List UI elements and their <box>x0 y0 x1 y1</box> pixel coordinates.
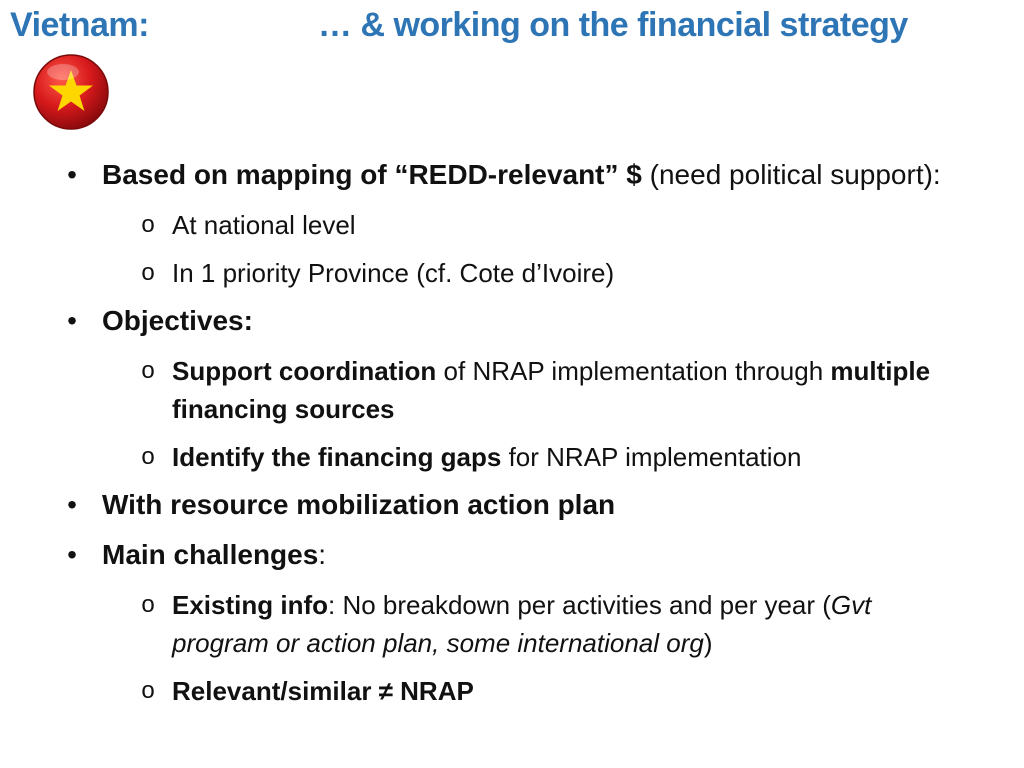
bullet-marker: • <box>67 539 77 570</box>
sub-bullet-marker: o <box>141 211 155 238</box>
slide-title-left: Vietnam: <box>10 6 149 44</box>
bullet-challenges-rest: : <box>318 539 327 570</box>
sub-bullet-marker: o <box>141 259 155 286</box>
bullet-challenges <box>62 536 962 574</box>
sub-bullet-gaps <box>62 438 962 476</box>
bullet-mapping-rest: (need political support): <box>641 159 941 190</box>
vietnam-flag-icon <box>31 52 111 132</box>
bullet-marker: • <box>67 489 77 520</box>
slide-title-right: … & working on the financial strategy <box>318 6 908 44</box>
sub-bullet-coordination-bold2: multiple financing sources <box>172 356 931 424</box>
bullet-marker: • <box>67 159 77 190</box>
sub-bullet-marker: o <box>141 443 155 470</box>
bullet-objectives <box>62 302 962 340</box>
sub-bullet-coordination <box>62 352 962 428</box>
bullet-mapping-bold: Based on mapping of “REDD-relevant” $ <box>102 159 642 190</box>
bullet-challenges-bold: Main challenges <box>102 539 319 570</box>
bullet-objectives-text: Objectives: <box>102 305 253 336</box>
sub-bullet-province-text: In 1 priority Province (cf. Cote d’Ivoire) <box>172 258 615 288</box>
sub-bullet-existing-info-rest: : No breakdown per activities and per year ( <box>328 590 831 620</box>
bullet-resource-plan-text: With resource mobilization action plan <box>102 489 616 520</box>
sub-bullet-existing-info-end: ) <box>703 628 713 658</box>
sub-bullet-gaps-rest: for NRAP implementation <box>501 442 802 472</box>
sub-bullet-gaps-bold: Identify the financing gaps <box>172 442 502 472</box>
sub-bullet-marker: o <box>141 677 155 704</box>
sub-bullet-marker: o <box>141 357 155 384</box>
sub-bullet-province <box>62 254 962 292</box>
sub-bullet-relevant <box>62 672 962 710</box>
sub-bullet-existing-info <box>62 586 962 662</box>
bullet-marker: • <box>67 305 77 336</box>
sub-bullet-coordination-bold: Support coordination <box>172 356 437 386</box>
sub-bullet-national <box>62 206 962 244</box>
sub-bullet-coordination-rest: of NRAP implementation through <box>436 356 831 386</box>
sub-bullet-national-text: At national level <box>172 210 356 240</box>
bullet-mapping <box>62 156 962 194</box>
bullet-resource-plan <box>62 486 962 524</box>
sub-bullet-marker: o <box>141 591 155 618</box>
sub-bullet-existing-info-italic: Gvt program or action plan, some international org <box>172 590 872 658</box>
sub-bullet-relevant-text: Relevant/similar ≠ NRAP <box>172 676 474 706</box>
bullet-list <box>62 156 962 720</box>
sub-bullet-existing-info-bold: Existing info <box>172 590 328 620</box>
